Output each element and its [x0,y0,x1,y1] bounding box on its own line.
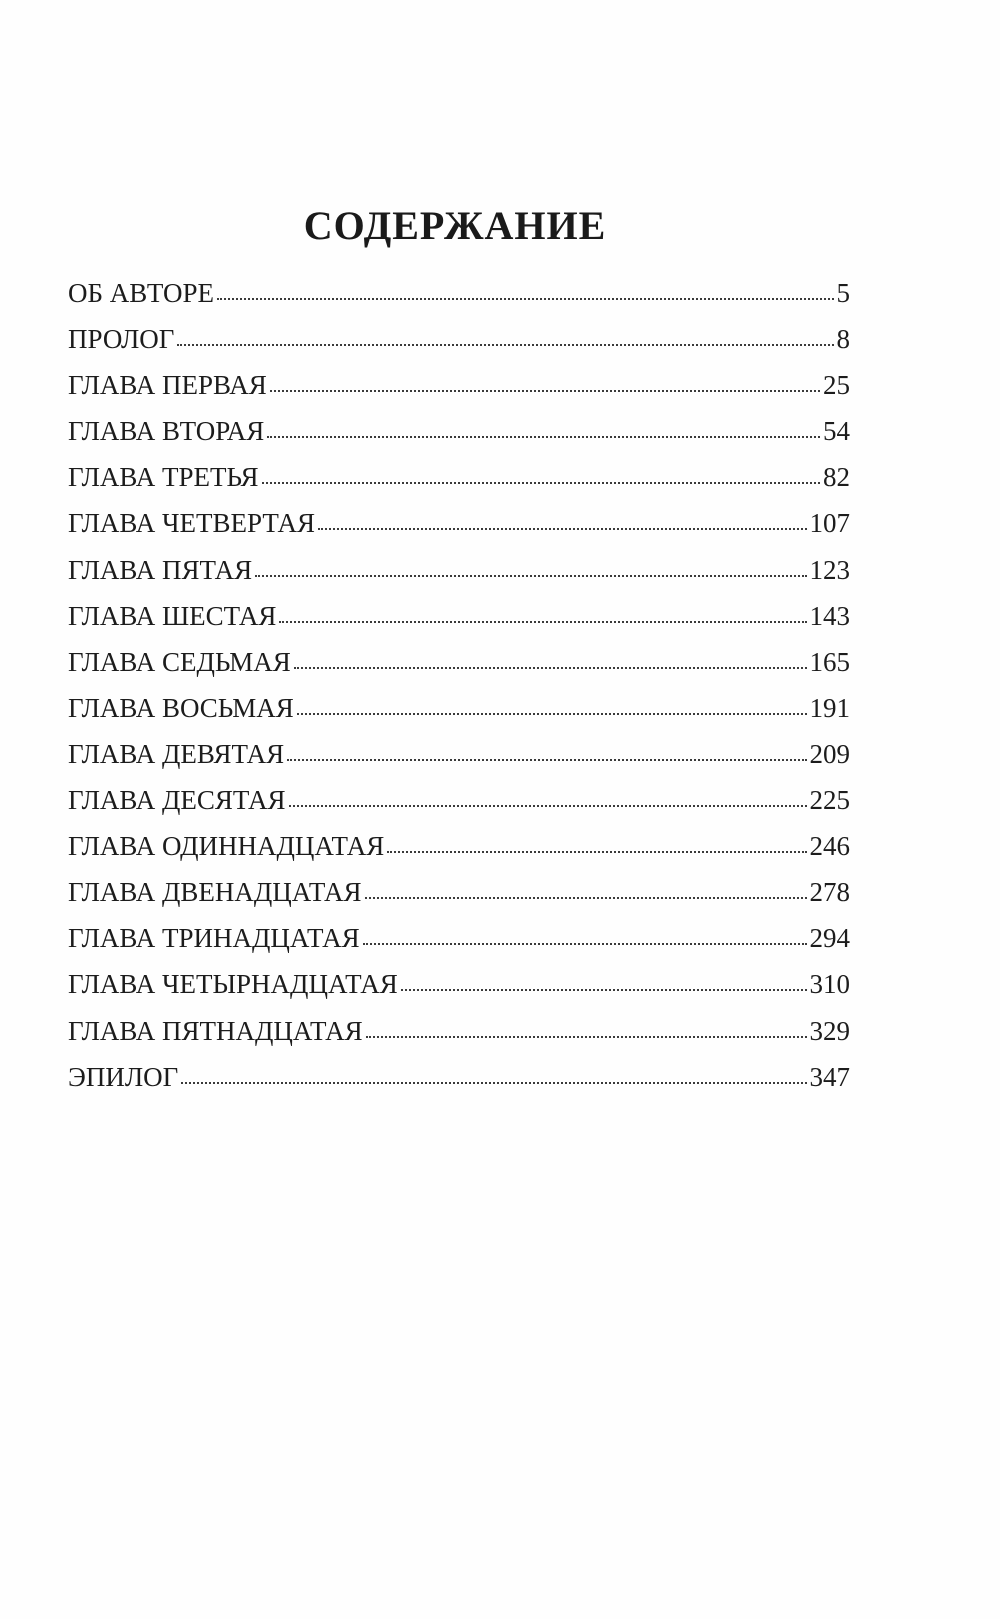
toc-entry-page-number: 246 [809,831,850,862]
toc-entry-label: ГЛАВА ДЕСЯТАЯ [68,785,286,816]
toc-entry [68,971,850,1017]
dot-leader [365,897,807,899]
toc-entry [68,833,850,879]
toc-entry [68,464,850,510]
toc-entry [68,326,850,372]
dot-leader [287,759,806,761]
toc-entry-label: ЭПИЛОГ [68,1061,179,1092]
dot-leader [363,943,807,945]
toc-entry-label: ГЛАВА ПЯТНАДЦАТАЯ [68,1015,363,1046]
toc-entry-label: ГЛАВА ВОСЬМАЯ [68,692,294,723]
toc-entry-page-number: 5 [836,278,850,308]
toc-entry [68,925,850,971]
dot-leader [294,667,807,669]
dot-leader [255,575,806,577]
toc-entry-label: ОБ АВТОРЕ [68,278,215,308]
toc-entry-page-number: 347 [809,1061,850,1092]
toc-entry-label: ГЛАВА ОДИННАДЦАТАЯ [68,831,385,862]
toc-entry-label: ГЛАВА ПЕРВАЯ [68,370,267,401]
dot-leader [401,989,807,991]
toc-entry [68,418,850,464]
toc-entry-page-number: 278 [809,877,850,908]
toc-entry-label: ГЛАВА ШЕСТАЯ [68,600,277,631]
toc-entry-label: ГЛАВА ВТОРАЯ [68,416,265,447]
toc-entry-page-number: 25 [823,370,850,401]
toc-entry-page-number: 143 [809,600,850,631]
toc-entry [68,692,850,741]
toc-entry [68,554,850,603]
toc-entry [68,738,850,787]
toc-entry-label: ГЛАВА ДЕВЯТАЯ [68,738,285,769]
dot-leader [289,805,807,807]
dot-leader [279,621,806,623]
dot-leader [267,436,820,438]
toc-entry-page-number: 8 [836,324,850,355]
toc-entry-label: ГЛАВА ТРИНАДЦАТАЯ [68,923,360,954]
dot-leader [177,344,833,346]
toc-entry [68,1015,850,1064]
toc-entry-label: ГЛАВА ТРЕТЬЯ [68,462,259,493]
toc-entry-page-number: 329 [809,1015,850,1046]
toc-entry-page-number: 209 [809,738,850,769]
toc-entry [68,787,850,833]
toc-entry-page-number: 54 [823,416,850,447]
toc-entry-label: ГЛАВА ДВЕНАДЦАТАЯ [68,877,362,908]
toc-entry-label: ГЛАВА ПЯТАЯ [68,554,253,585]
toc-entry [68,879,850,925]
toc-entry-page-number: 165 [809,646,850,677]
toc-entry-page-number: 82 [823,462,850,493]
toc-entry [68,600,850,649]
dot-leader [366,1036,807,1038]
dot-leader [181,1082,806,1084]
page-title: СОДЕРЖАНИЕ [303,203,607,248]
toc-entry-label: ГЛАВА ЧЕТВЕРТАЯ [68,508,315,539]
toc-entry [68,280,850,326]
toc-entry-page-number: 191 [809,692,850,723]
toc-entry [68,372,850,418]
toc-entry-page-number: 123 [809,554,850,585]
toc-entry [68,646,850,695]
dot-leader [297,713,807,715]
toc-entry-label: ГЛАВА ЧЕТЫРНАДЦАТАЯ [68,969,398,1000]
table-of-contents [68,280,850,1110]
toc-entry-label: ПРОЛОГ [68,324,175,355]
dot-leader [318,528,807,530]
dot-leader [217,298,833,300]
toc-entry [68,1061,850,1110]
dot-leader [270,390,820,392]
toc-entry-page-number: 225 [809,785,850,816]
toc-entry [68,510,850,556]
toc-entry-page-number: 107 [809,508,850,539]
toc-entry-page-number: 294 [809,923,850,954]
dot-leader [262,482,820,484]
toc-entry-label: ГЛАВА СЕДЬМАЯ [68,646,291,677]
toc-entry-page-number: 310 [809,969,850,1000]
dot-leader [387,851,806,853]
